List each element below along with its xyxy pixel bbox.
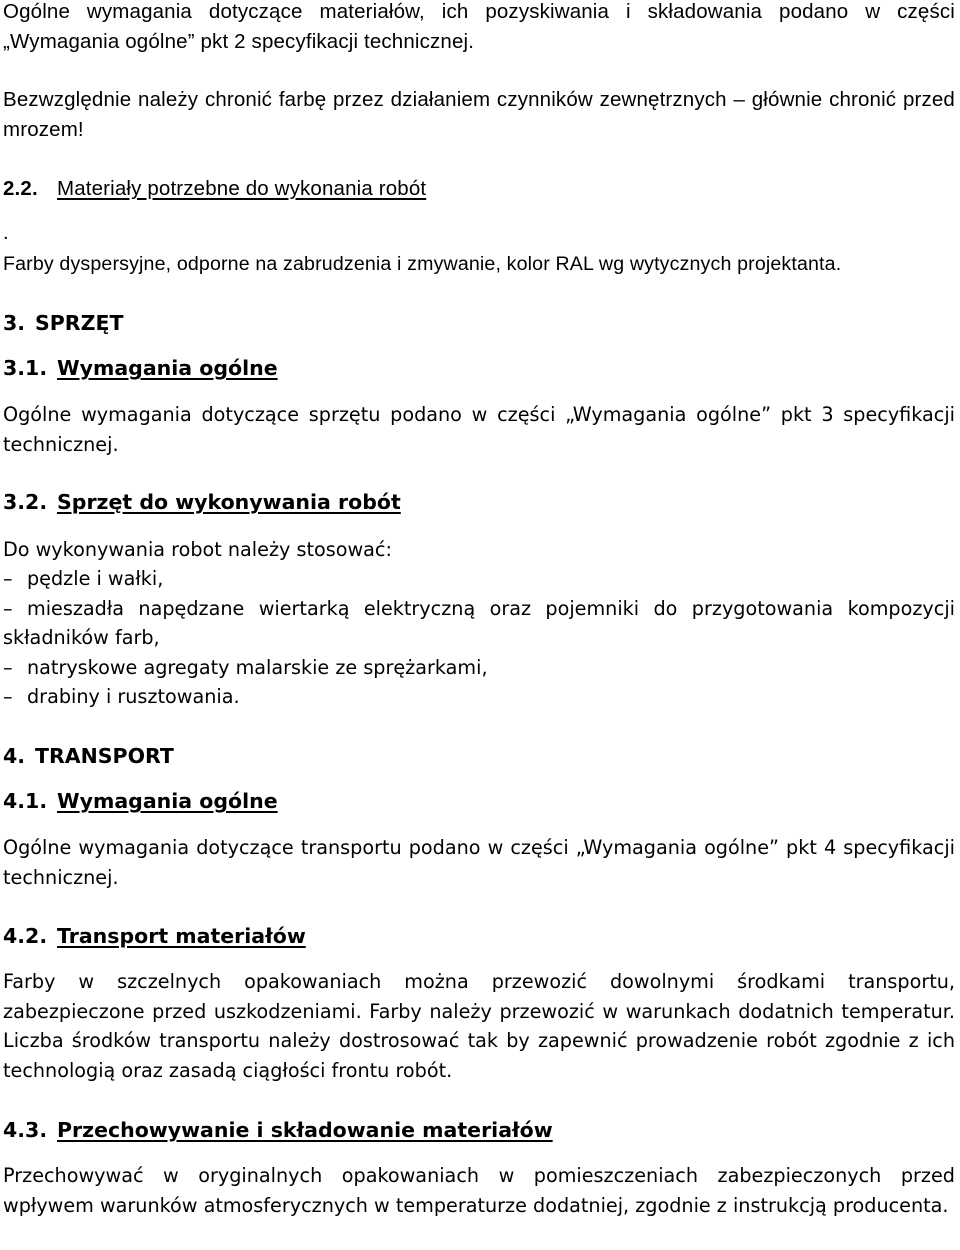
stray-dot: . — [3, 221, 9, 244]
paragraph-transport-general: Ogólne wymagania dotyczące transportu podano w części „Wymagania ogólne” pkt 4 specyfikacji technicznej. — [3, 836, 955, 889]
paragraph-storage: Przechowywać w oryginalnych opakowaniach w pomieszczeniach zabezpieczonych przed wpływem warunków atmosferycznych w temperaturze dodatniej, zgodnie z instrukcją producenta. — [3, 1164, 955, 1217]
heading-number: 3. — [3, 311, 26, 335]
heading-number: 4.2. — [3, 924, 48, 948]
heading-4-1 — [3, 787, 278, 817]
heading-3 — [3, 309, 123, 339]
heading-title: Materiały potrzebne do wykonania robót — [57, 177, 427, 200]
heading-title: SPRZĘT — [35, 311, 124, 335]
list-dash: – — [3, 596, 13, 620]
heading-2-2 — [3, 174, 426, 204]
list-dash: – — [3, 567, 13, 590]
heading-title: Wymagania ogólne — [57, 789, 278, 813]
heading-4-3 — [3, 1116, 553, 1146]
paragraph-frost-warning: Bezwzględnie należy chronić farbę przez działaniem czynników zewnętrznych – głównie chronić przed mrozem! — [3, 88, 955, 141]
heading-title: Transport materiałów — [57, 924, 306, 948]
heading-number: 3.1. — [3, 356, 48, 380]
paragraph-material-transport: Farby w szczelnych opakowaniach można przewozić dowolnymi środkami transportu, zabezpieczone przed uszkodzeniami. Farby należy przewozić w warunkach dodatnich temperatur. Liczba środków transportu należy dostrosować tak by zapewnić prowadzenie robót zgodnie z ich technologią oraz zasadą ciągłości frontu robót. — [3, 970, 955, 1082]
heading-title: TRANSPORT — [35, 744, 174, 768]
list-item: – pędzle i wałki, — [3, 564, 955, 594]
heading-title: Przechowywanie i składowanie materiałów — [57, 1118, 553, 1142]
list-item: – drabiny i rusztowania. — [3, 682, 955, 712]
heading-number: 4.1. — [3, 789, 48, 813]
heading-number: 4.3. — [3, 1118, 48, 1142]
heading-number: 2.2. — [3, 177, 38, 200]
heading-4 — [3, 742, 174, 772]
heading-3-1 — [3, 354, 278, 384]
list-dash: – — [3, 655, 13, 679]
equipment-list — [3, 564, 955, 712]
heading-number: 3.2. — [3, 490, 48, 514]
list-item: – natryskowe agregaty malarskie ze sprężarkami, — [3, 653, 955, 683]
heading-4-2 — [3, 922, 306, 952]
list-dash: – — [3, 685, 13, 708]
heading-title: Wymagania ogólne — [57, 356, 278, 380]
paragraph-paints: Farby dyspersyjne, odporne na zabrudzenia i zmywanie, kolor RAL wg wytycznych projektanta. — [3, 253, 842, 275]
heading-number: 4. — [3, 744, 26, 768]
heading-3-2 — [3, 488, 401, 518]
paragraph-materials-general: Ogólne wymagania dotyczące materiałów, ich pozyskiwania i składowania podano w części „Wymagania ogólne” pkt 2 specyfikacji technicznej. — [3, 0, 955, 53]
paragraph-equipment-intro: Do wykonywania robot należy stosować: — [3, 538, 392, 561]
list-item: – mieszadła napędzane wiertarką elektryczną oraz pojemniki do przygotowania kompozycji składników farb, — [3, 594, 955, 653]
heading-title: Sprzęt do wykonywania robót — [57, 490, 401, 514]
paragraph-equipment-general: Ogólne wymagania dotyczące sprzętu podano w części „Wymagania ogólne” pkt 3 specyfikacji technicznej. — [3, 403, 955, 456]
